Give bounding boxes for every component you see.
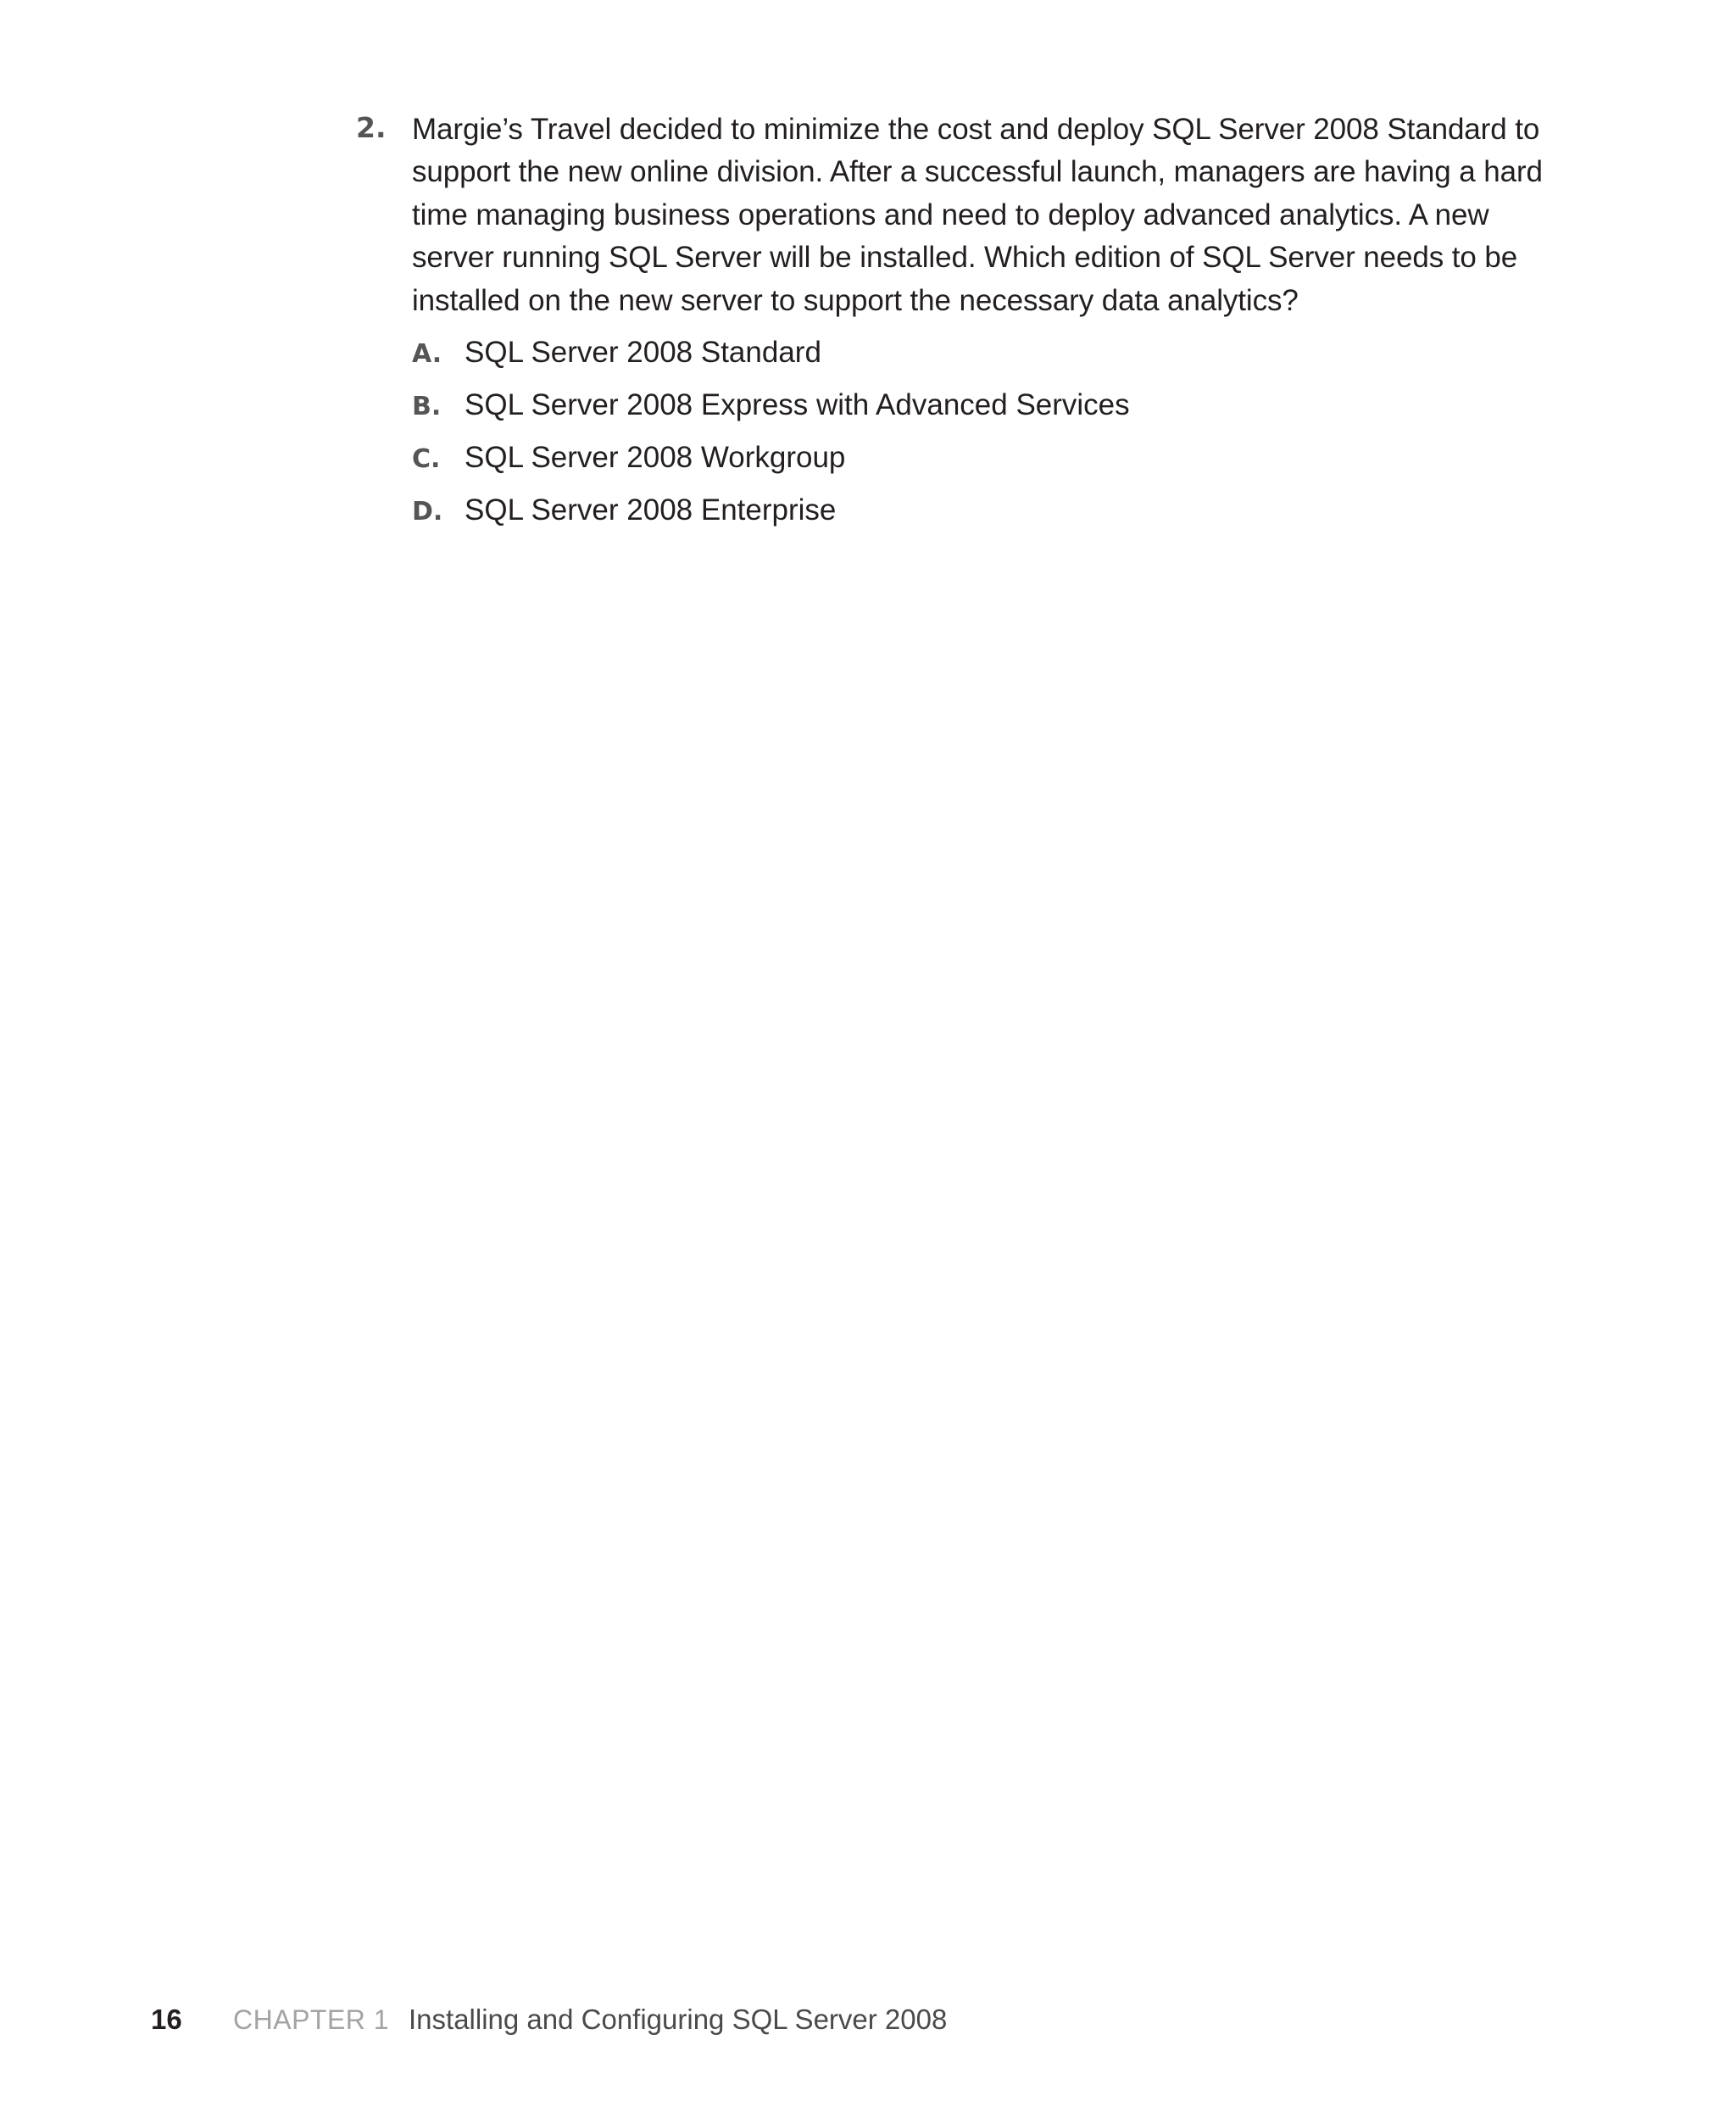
answer-option-b	[412, 383, 1560, 436]
chapter-label: CHAPTER 1	[233, 2004, 390, 2035]
option-letter: A.	[412, 339, 442, 370]
option-text: SQL Server 2008 Standard	[465, 336, 821, 370]
answer-option-d	[412, 488, 1560, 541]
answer-option-c	[412, 436, 1560, 488]
option-letter: C.	[412, 444, 441, 475]
chapter-title: Installing and Configuring SQL Server 2008	[409, 2004, 948, 2035]
question-text: Margie’s Travel decided to minimize the cost and deploy SQL Server 2008 Standard to support the new online division. After a successful launch, managers are having a hard time managing business operations and need to deploy advanced analytics. A new server running SQL Server will be installed. Which edition of SQL Server needs to be installed on the new server to support the necessary data analytics?	[412, 113, 1543, 317]
option-text: SQL Server 2008 Enterprise	[465, 493, 837, 527]
review-question	[356, 109, 1560, 541]
option-text: SQL Server 2008 Express with Advanced Services	[465, 388, 1130, 422]
option-text: SQL Server 2008 Workgroup	[465, 441, 846, 475]
question-row	[356, 109, 1560, 322]
option-letter: D.	[412, 497, 443, 527]
page-footer	[151, 2001, 947, 2038]
option-letter: B.	[412, 392, 442, 422]
question-number: 2.	[356, 111, 387, 144]
page-number: 16	[151, 2004, 182, 2035]
answer-options	[412, 331, 1560, 541]
answer-option-a	[412, 331, 1560, 383]
